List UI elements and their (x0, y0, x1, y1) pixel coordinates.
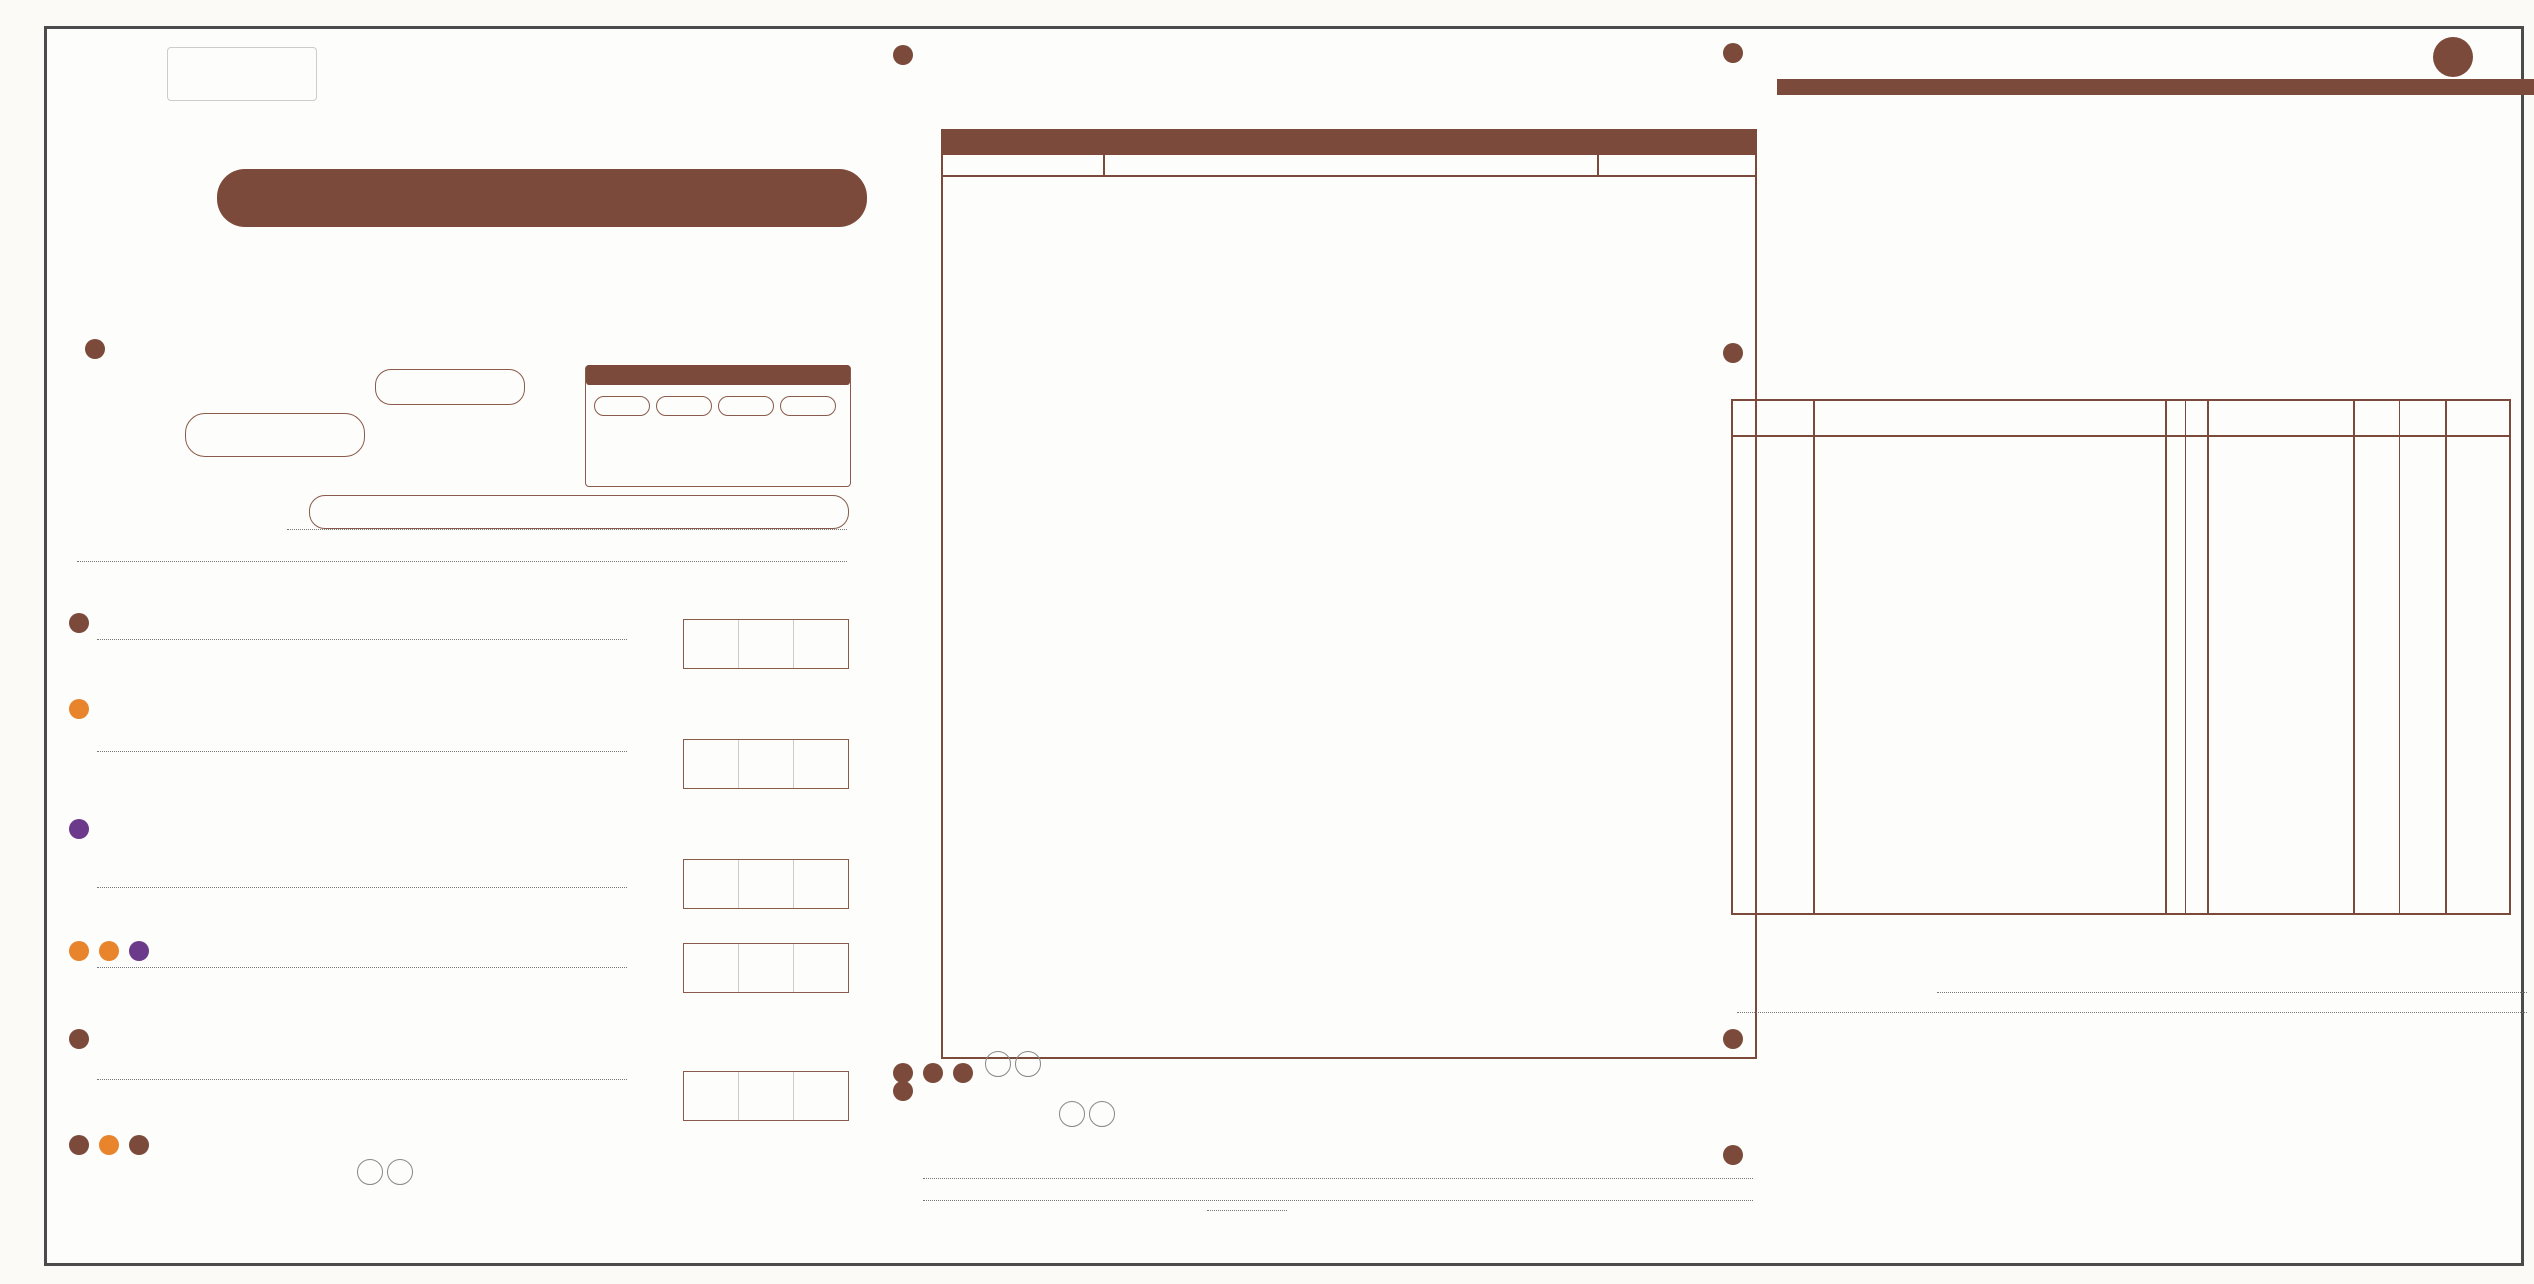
protesta-line-1[interactable] (1937, 973, 2527, 993)
s6-letter[interactable] (97, 1079, 627, 1080)
protesta-line-2[interactable] (1737, 993, 2527, 1013)
s3-header (69, 699, 669, 719)
s2-digit-1 (684, 620, 739, 668)
s3-number-field[interactable] (683, 739, 849, 789)
iee-logo (77, 169, 197, 229)
s10-number-badge (893, 1081, 913, 1101)
s4-digit-3 (794, 860, 848, 908)
s2-number-badge (69, 613, 89, 633)
s14-block (1723, 1145, 2523, 1169)
s10-describe-line-1[interactable] (923, 1159, 1753, 1179)
s5-number-field[interactable] (683, 943, 849, 993)
mesa-header-bar (1777, 79, 2534, 95)
s7-question (69, 1135, 869, 1155)
col-numero (1599, 155, 1755, 175)
s1-number-badge (85, 339, 105, 359)
s5-number-badge (69, 941, 89, 961)
acta-title (217, 169, 867, 227)
s5-letter[interactable] (97, 967, 627, 968)
results-table-title (943, 131, 1755, 155)
s9-si[interactable] (985, 1051, 1011, 1077)
s5-digit-1 (684, 944, 739, 992)
s9-no[interactable] (1015, 1051, 1041, 1077)
s7-no[interactable] (387, 1159, 413, 1185)
page-number-badge (2433, 37, 2473, 77)
s1-header (85, 339, 111, 359)
s8-number-badge (893, 45, 913, 65)
s12-header (1723, 343, 2503, 363)
s8-header (893, 45, 1693, 65)
s4-number-field[interactable] (683, 859, 849, 909)
s4-digit-1 (684, 860, 739, 908)
s6-number-badge (69, 1029, 89, 1049)
s5-ref-4 (129, 941, 149, 961)
s4-number-badge (69, 819, 89, 839)
s7-ref-5 (99, 1135, 119, 1155)
municipio-field[interactable] (309, 495, 849, 529)
instalo-value-2[interactable] (77, 561, 847, 562)
s2-digit-2 (739, 620, 794, 668)
s3-number-badge (69, 699, 89, 719)
s2-number-field[interactable] (683, 619, 849, 669)
s6-header (69, 1029, 669, 1049)
s4-header (69, 819, 669, 839)
tipo-casilla-box (585, 365, 851, 487)
s12-number-badge (1723, 343, 1743, 363)
tipo-contigua[interactable] (656, 396, 712, 416)
s7-options (355, 1159, 415, 1190)
s7-ref-6 (129, 1135, 149, 1155)
results-table-subheader (943, 155, 1755, 177)
mesa-col-cargo (1777, 79, 1947, 95)
s13-number-badge (1723, 1029, 1743, 1049)
acta-sheet (44, 26, 2524, 1266)
s6-digit-2 (739, 1072, 794, 1120)
s14-number-badge (1723, 1145, 1743, 1165)
s5-header (69, 941, 155, 961)
mesa-col-nombre (1947, 79, 2367, 95)
s13-header (1723, 1029, 2523, 1049)
s6-digit-3 (794, 1072, 848, 1120)
s2-digit-3 (794, 620, 848, 668)
s5-ref-3 (99, 941, 119, 961)
s10-options (1057, 1101, 1117, 1132)
col-partido (943, 155, 1105, 175)
tipo-contigua-2[interactable] (780, 396, 836, 416)
s11-header (1723, 43, 2403, 63)
s10-describe-line-2[interactable] (923, 1181, 1753, 1201)
s4-digit-2 (739, 860, 794, 908)
results-table (941, 129, 1757, 1059)
s7-si[interactable] (357, 1159, 383, 1185)
s5-digit-2 (739, 944, 794, 992)
section-field[interactable] (185, 413, 365, 457)
s11-number-badge (1723, 43, 1743, 63)
s2-header (69, 613, 589, 633)
s10-hojas-field[interactable] (1207, 1210, 1287, 1211)
tipo-casilla-title (586, 365, 850, 385)
instalo-value-1[interactable] (287, 529, 847, 530)
s6-digit-1 (684, 1072, 739, 1120)
s3-digit-1 (684, 740, 739, 788)
s7-number-badge (69, 1135, 89, 1155)
form-code-box (167, 47, 317, 101)
col-letra (1105, 155, 1599, 175)
s10-si[interactable] (1059, 1101, 1085, 1127)
s10-question (893, 1081, 1693, 1101)
s10-no[interactable] (1089, 1101, 1115, 1127)
s10-escribieron (1207, 1199, 1287, 1214)
mesa-col-firma (2367, 79, 2534, 95)
s6-number-field[interactable] (683, 1071, 849, 1121)
s2-letter[interactable] (97, 639, 627, 640)
s4-letter[interactable] (97, 887, 627, 888)
district-field[interactable] (375, 369, 525, 405)
s3-digit-3 (794, 740, 848, 788)
s3-letter[interactable] (97, 751, 627, 752)
watermark (1807, 529, 2507, 789)
s5-digit-3 (794, 944, 848, 992)
tipo-extraordinaria[interactable] (718, 396, 774, 416)
tipo-basica[interactable] (594, 396, 650, 416)
s3-digit-2 (739, 740, 794, 788)
s9-question (893, 1051, 1043, 1083)
